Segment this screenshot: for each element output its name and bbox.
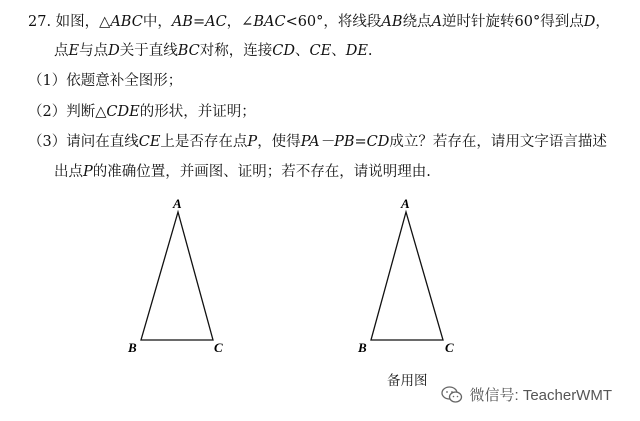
triangle-figure-left — [127, 196, 223, 355]
problem-line-1: 27. 如图，△ABC中，AB=AC，∠BAC<60°，将线段AB绕点A逆时针旋转60°得到点D， — [28, 14, 610, 30]
vertex-b-right: B — [358, 340, 367, 355]
vertex-b-left: B — [128, 340, 137, 355]
question-3-line-1: （3）请问在直线CE上是否存在点P，使得PA－PB=CD成立？若存在，请用文字语言描述 — [28, 134, 607, 150]
vertex-a-left: A — [173, 196, 182, 211]
problem-line-2: 点E与点D关于直线BC对称，连接CD、CE、DE. — [54, 43, 373, 59]
triangle-figure-right — [357, 196, 454, 355]
problem-number: 27. — [28, 14, 52, 30]
question-1: （1）依题意补全图形； — [28, 73, 183, 89]
figure-caption: 备用图 — [387, 373, 428, 389]
question-2: （2）判断△CDE的形状，并证明； — [28, 104, 256, 120]
triangle-abc-right — [371, 212, 443, 340]
vertex-c-left: C — [214, 340, 223, 355]
vertex-c-right: C — [445, 340, 454, 355]
watermark-text: 微信号: TeacherWMT — [469, 387, 612, 404]
wechat-icon — [441, 386, 463, 404]
question-3-line-2: 出点P的准确位置，并画图、证明；若不存在，请说明理由. — [54, 164, 431, 180]
vertex-a-right: A — [401, 196, 410, 211]
triangle-abc-left — [141, 212, 213, 340]
watermark — [441, 384, 612, 405]
